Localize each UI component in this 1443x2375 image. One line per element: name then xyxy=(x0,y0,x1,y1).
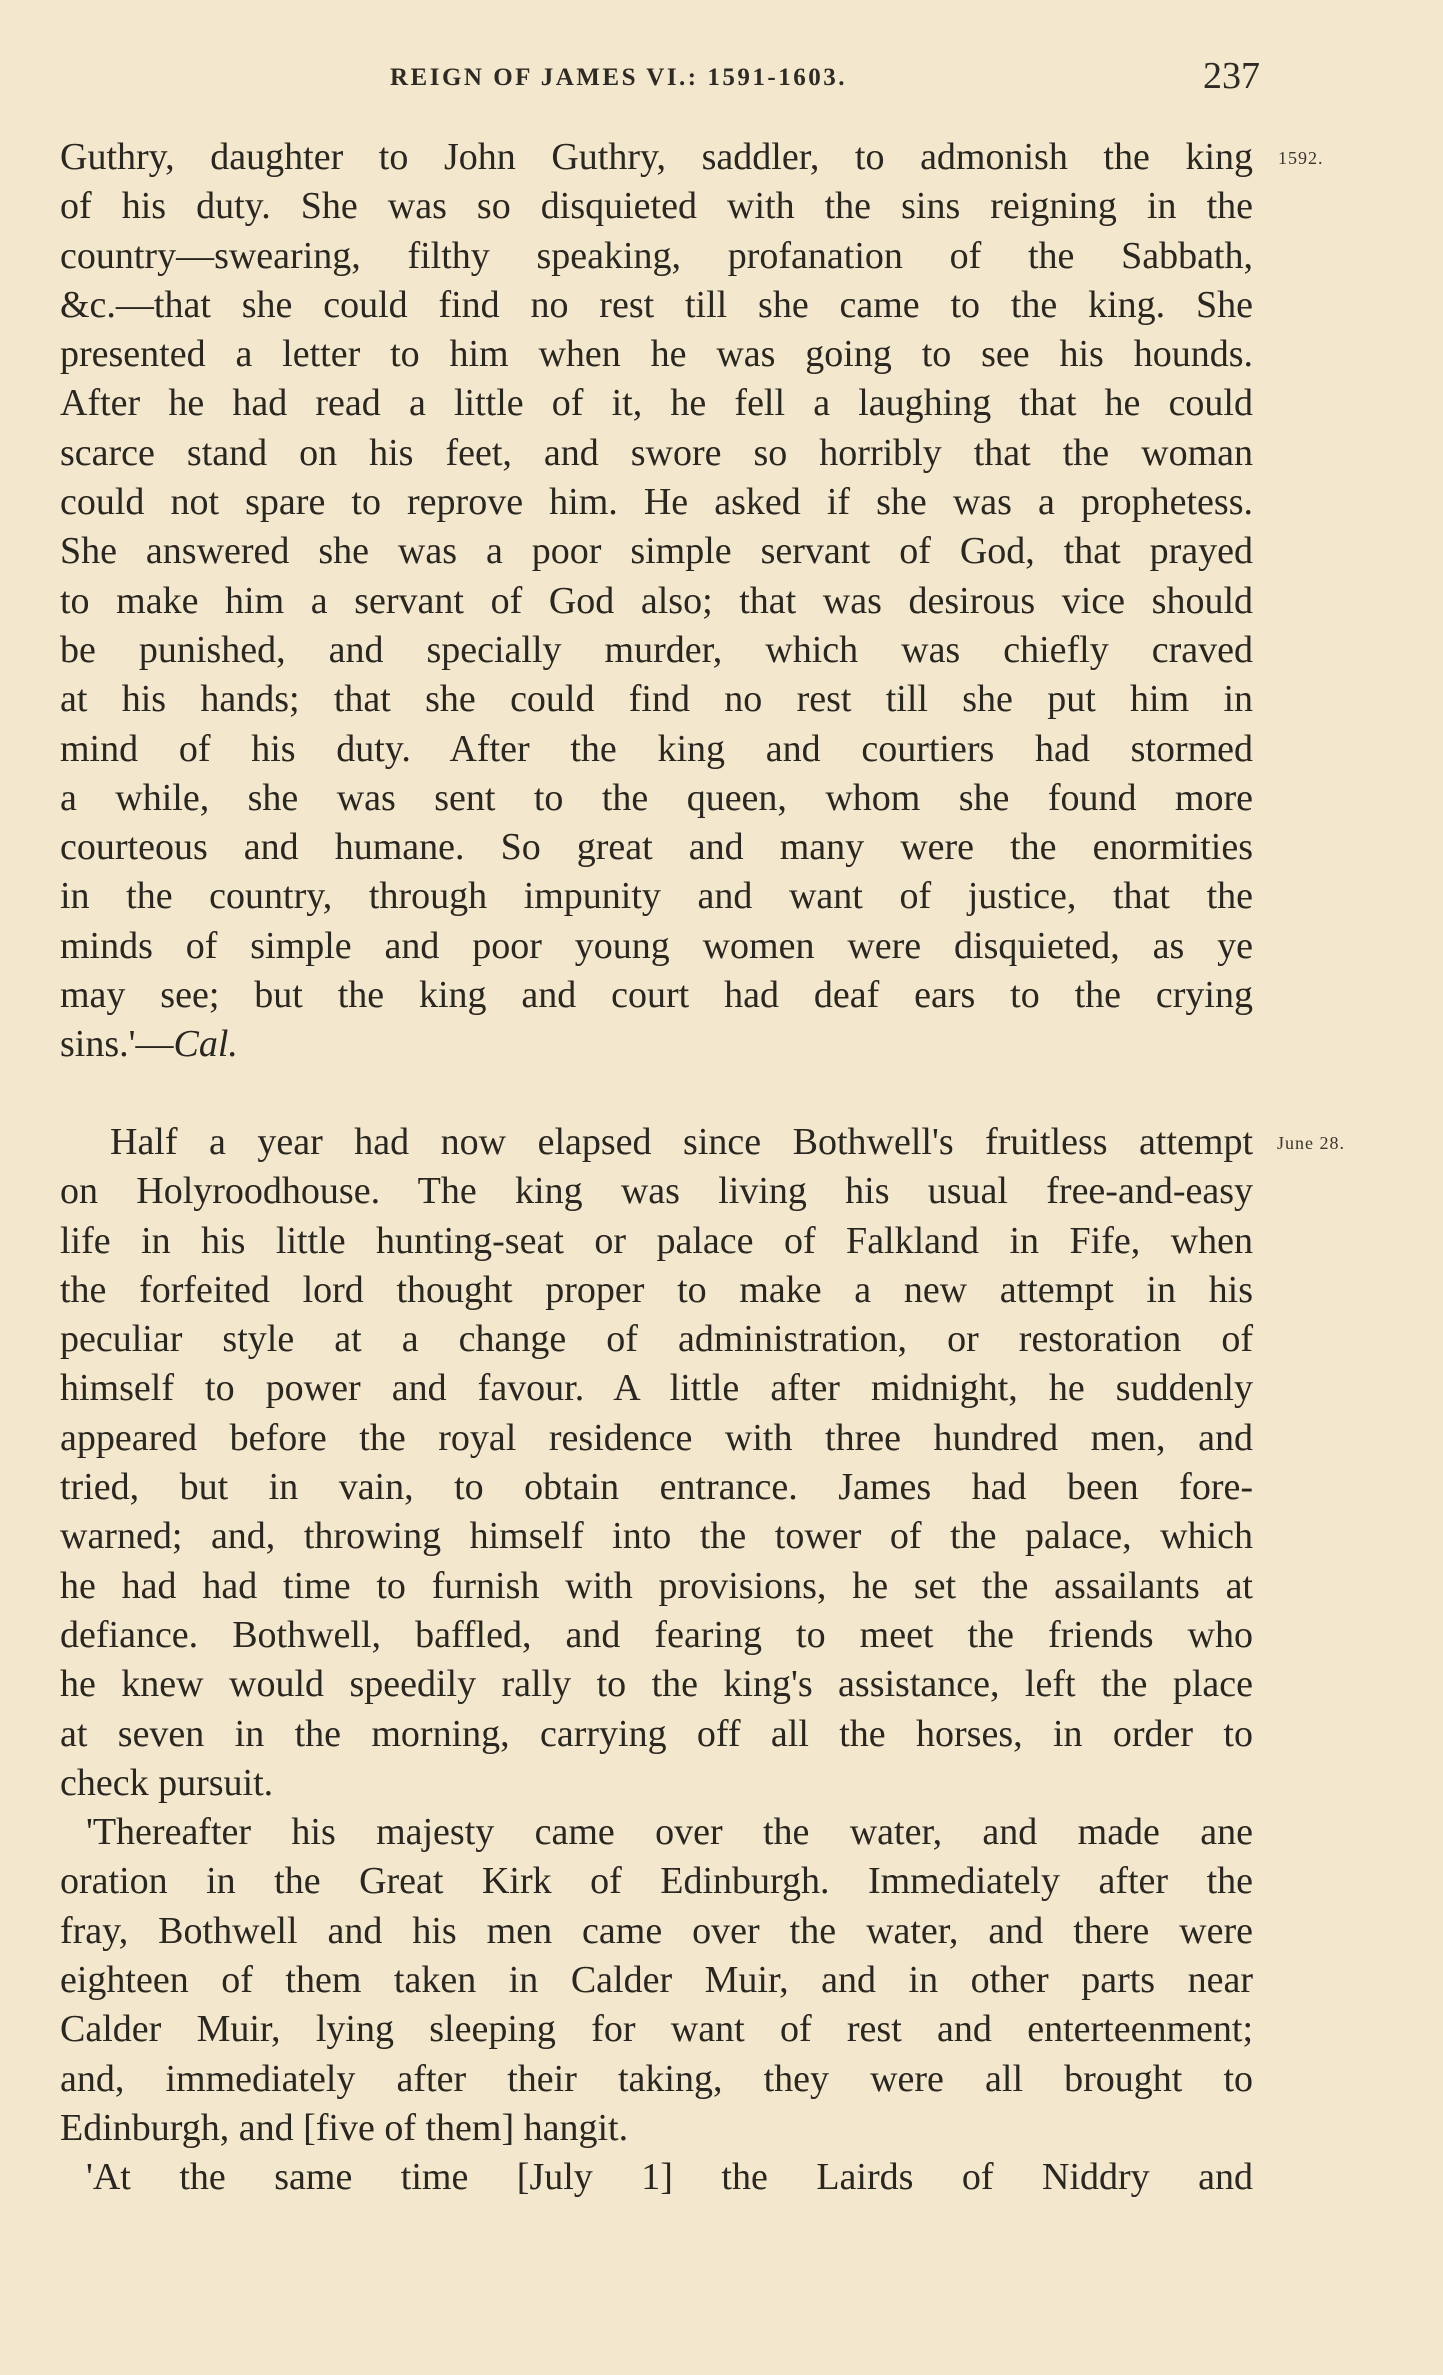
text-line: at his hands; that she could find no rest till she put him in xyxy=(60,678,1253,721)
page-number: 237 xyxy=(1203,55,1260,97)
text-line: he had had time to furnish with provisions, he set the assailants at xyxy=(60,1564,1253,1607)
text-line: minds of simple and poor young women were disquieted, as ye xyxy=(60,924,1253,967)
text-line: he knew would speedily rally to the king's assistance, left the place xyxy=(60,1663,1253,1706)
text-line: fray, Bothwell and his men came over the water, and there were xyxy=(60,1909,1253,1952)
quote-end-text: sins.'— xyxy=(60,1023,174,1066)
paragraph-guthry-quote xyxy=(60,133,1253,1070)
text-line: She answered she was a poor simple servant of God, that prayed xyxy=(60,530,1253,573)
text-line: could not spare to reprove him. He asked if she was a prophetess. xyxy=(60,481,1253,524)
text-line: After he had read a little of it, he fell a laughing that he could xyxy=(60,382,1253,425)
text-line: and, immediately after their taking, they were all brought to xyxy=(60,2057,1253,2100)
running-head: REIGN OF JAMES VI.: 1591-1603. xyxy=(390,64,847,91)
text-line: 'At the same time [July 1] the Lairds of Niddry and xyxy=(86,2156,1253,2199)
margin-note-year: 1592. xyxy=(1278,148,1324,168)
text-line: to make him a servant of God also; that was desirous vice should xyxy=(60,579,1253,622)
text-line: life in his little hunting-seat or palace of Falkland in Fife, when xyxy=(60,1219,1253,1262)
text-line: may see; but the king and court had deaf ears to the crying xyxy=(60,974,1253,1017)
text-line: peculiar style at a change of administration, or restoration of xyxy=(60,1318,1253,1361)
text-line: country—swearing, filthy speaking, profanation of the Sabbath, xyxy=(60,234,1253,277)
text-line: defiance. Bothwell, baffled, and fearing to meet the friends who xyxy=(60,1613,1253,1656)
text-line: himself to power and favour. A little after midnight, he suddenly xyxy=(60,1367,1253,1410)
text-line: Half a year had now elapsed since Bothwell's fruitless attempt xyxy=(110,1121,1253,1163)
text-line: a while, she was sent to the queen, whom she found more xyxy=(60,776,1253,819)
text-line: of his duty. She was so disquieted with the sins reigning in the xyxy=(60,185,1253,228)
text-line: 'Thereafter his majesty came over the water, and made ane xyxy=(86,1811,1253,1854)
page-header xyxy=(60,55,1260,108)
text-line-last xyxy=(60,1020,1253,1069)
text-line: scarce stand on his feet, and swore so horribly that the woman xyxy=(60,431,1253,474)
text-line: mind of his duty. After the king and courtiers had stormed xyxy=(60,727,1253,770)
paragraph-bothwell-attempt xyxy=(60,1118,1253,2203)
text-line: at seven in the morning, carrying off all the horses, in order to xyxy=(60,1712,1253,1755)
text-line: in the country, through impunity and want of justice, that the xyxy=(60,875,1253,918)
text-line: presented a letter to him when he was going to see his hounds. xyxy=(60,333,1253,376)
text-line: appeared before the royal residence with three hundred men, and xyxy=(60,1416,1253,1459)
text-line: the forfeited lord thought proper to make a new attempt in his xyxy=(60,1268,1253,1311)
text-line-last: Edinburgh, and [five of them] hangit. xyxy=(60,2106,629,2149)
margin-note-date: June 28. xyxy=(1277,1133,1345,1153)
text-line: on Holyroodhouse. The king was living his usual free-and-easy xyxy=(60,1170,1253,1213)
text-line: courteous and humane. So great and many were the enormities xyxy=(60,826,1253,869)
text-line: Guthry, daughter to John Guthry, saddler, to admonish the king xyxy=(60,136,1253,178)
citation: Cal. xyxy=(173,1023,238,1066)
text-line: oration in the Great Kirk of Edinburgh. Immediately after the xyxy=(60,1860,1253,1903)
text-line-last: check pursuit. xyxy=(60,1761,274,1804)
text-line: warned; and, throwing himself into the tower of the palace, which xyxy=(60,1515,1253,1558)
text-line: be punished, and specially murder, which was chiefly craved xyxy=(60,628,1253,671)
text-line: Calder Muir, lying sleeping for want of rest and enterteenment; xyxy=(60,2008,1253,2051)
text-line: tried, but in vain, to obtain entrance. James had been fore- xyxy=(60,1466,1253,1509)
text-line: &c.—that she could find no rest till she came to the king. She xyxy=(60,283,1253,326)
text-line: eighteen of them taken in Calder Muir, and in other parts near xyxy=(60,1959,1253,2002)
